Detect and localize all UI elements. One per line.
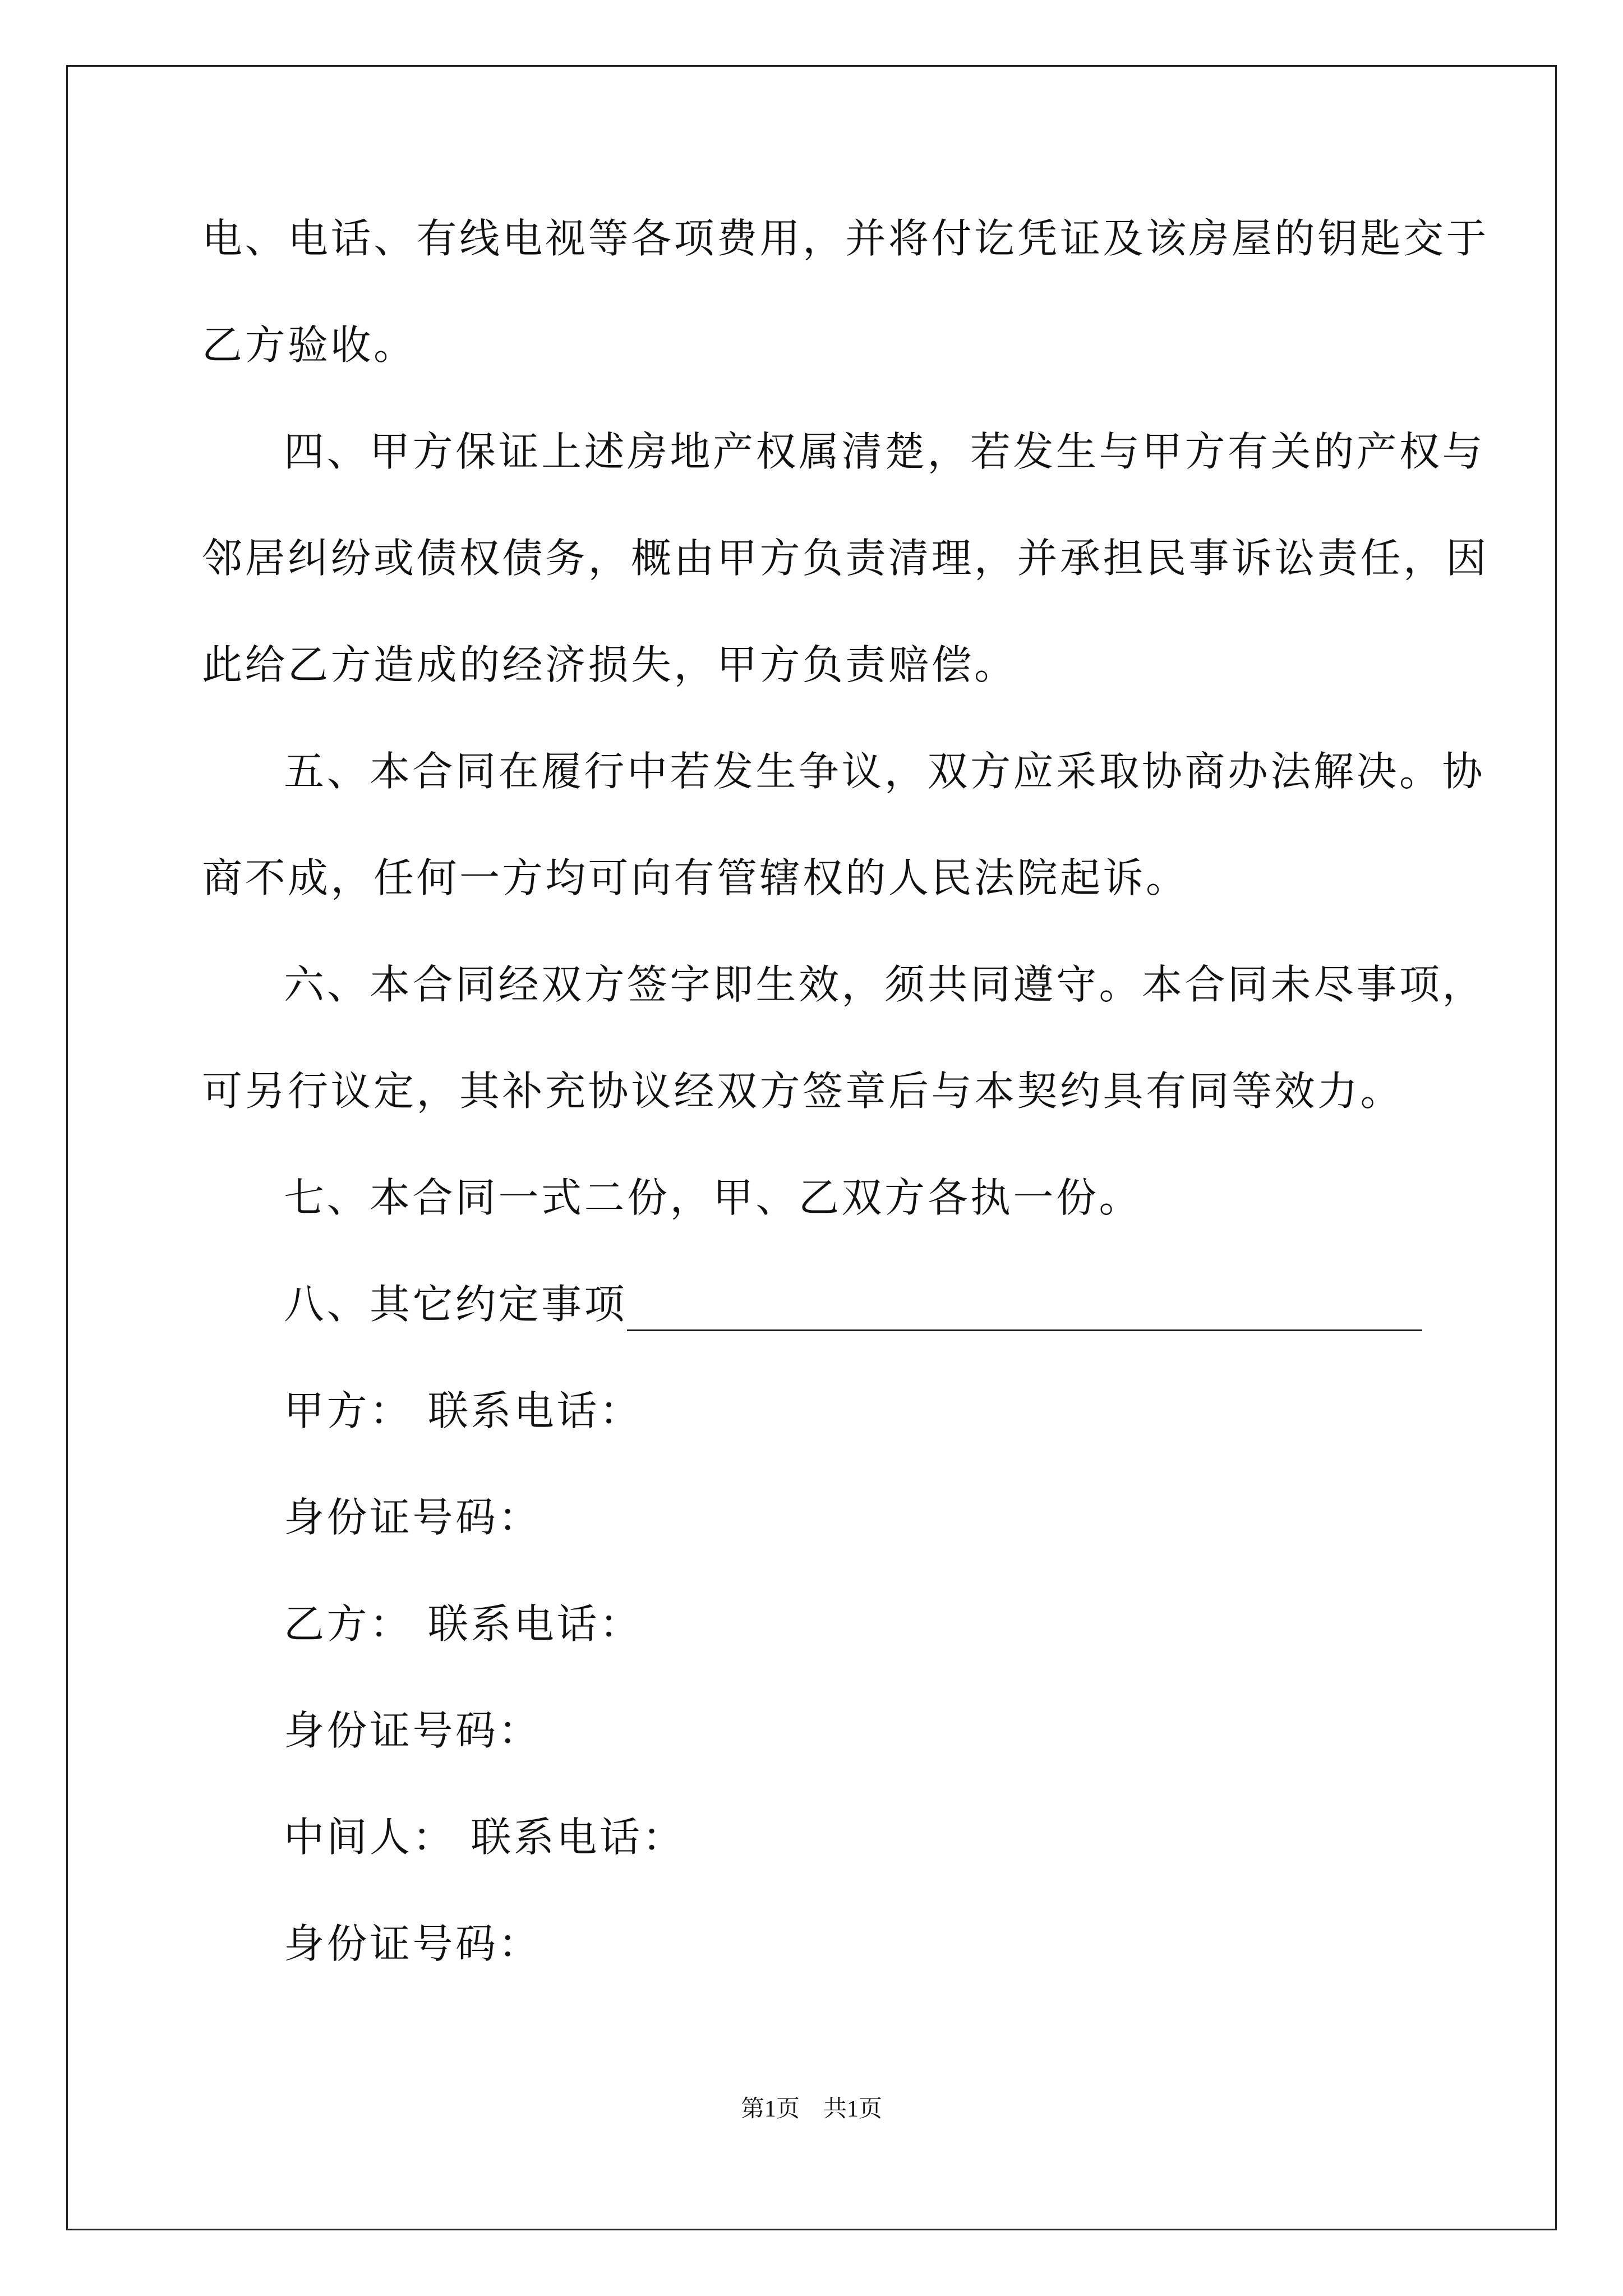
clause-4: 四、甲方保证上述房地产权属清楚，若发生与甲方有关的产权与	[284, 428, 1486, 475]
page-number: 第1页 共1页	[740, 2096, 882, 2122]
text-line: 此给乙方造成的经济损失，甲方负责赔偿。	[202, 641, 1017, 688]
page-frame	[66, 65, 1557, 2230]
text-line: 电、电话、有线电视等各项费用，并将付讫凭证及该房屋的钥匙交于	[202, 215, 1490, 262]
clause-5: 五、本合同在履行中若发生争议，双方应采取协商办法解决。协	[284, 748, 1486, 795]
intermediary-id-label: 身份证号码：	[284, 1920, 542, 1967]
clause-8: 八、其它约定事项	[284, 1281, 628, 1328]
intermediary-label: 中间人： 联系电话：	[284, 1814, 685, 1861]
text-line: 商不成，任何一方均可向有管辖权的人民法院起诉。	[202, 854, 1189, 901]
party-b-label: 乙方： 联系电话：	[284, 1600, 643, 1648]
clause-6: 六、本合同经双方签字即生效，须共同遵守。本合同未尽事项，	[284, 961, 1486, 1008]
text-line: 邻居纠纷或债权债务，概由甲方负责清理，并承担民事诉讼责任，因	[202, 535, 1490, 582]
party-a-label: 甲方： 联系电话：	[284, 1387, 643, 1434]
text-line: 可另行议定，其补充协议经双方签章后与本契约具有同等效力。	[202, 1068, 1404, 1115]
text-line: 乙方验收。	[202, 321, 417, 369]
fill-in-blank	[627, 1329, 1422, 1331]
clause-7: 七、本合同一式二份，甲、乙双方各执一份。	[284, 1174, 1142, 1221]
party-b-id-label: 身份证号码：	[284, 1707, 542, 1754]
party-a-id-label: 身份证号码：	[284, 1494, 542, 1541]
